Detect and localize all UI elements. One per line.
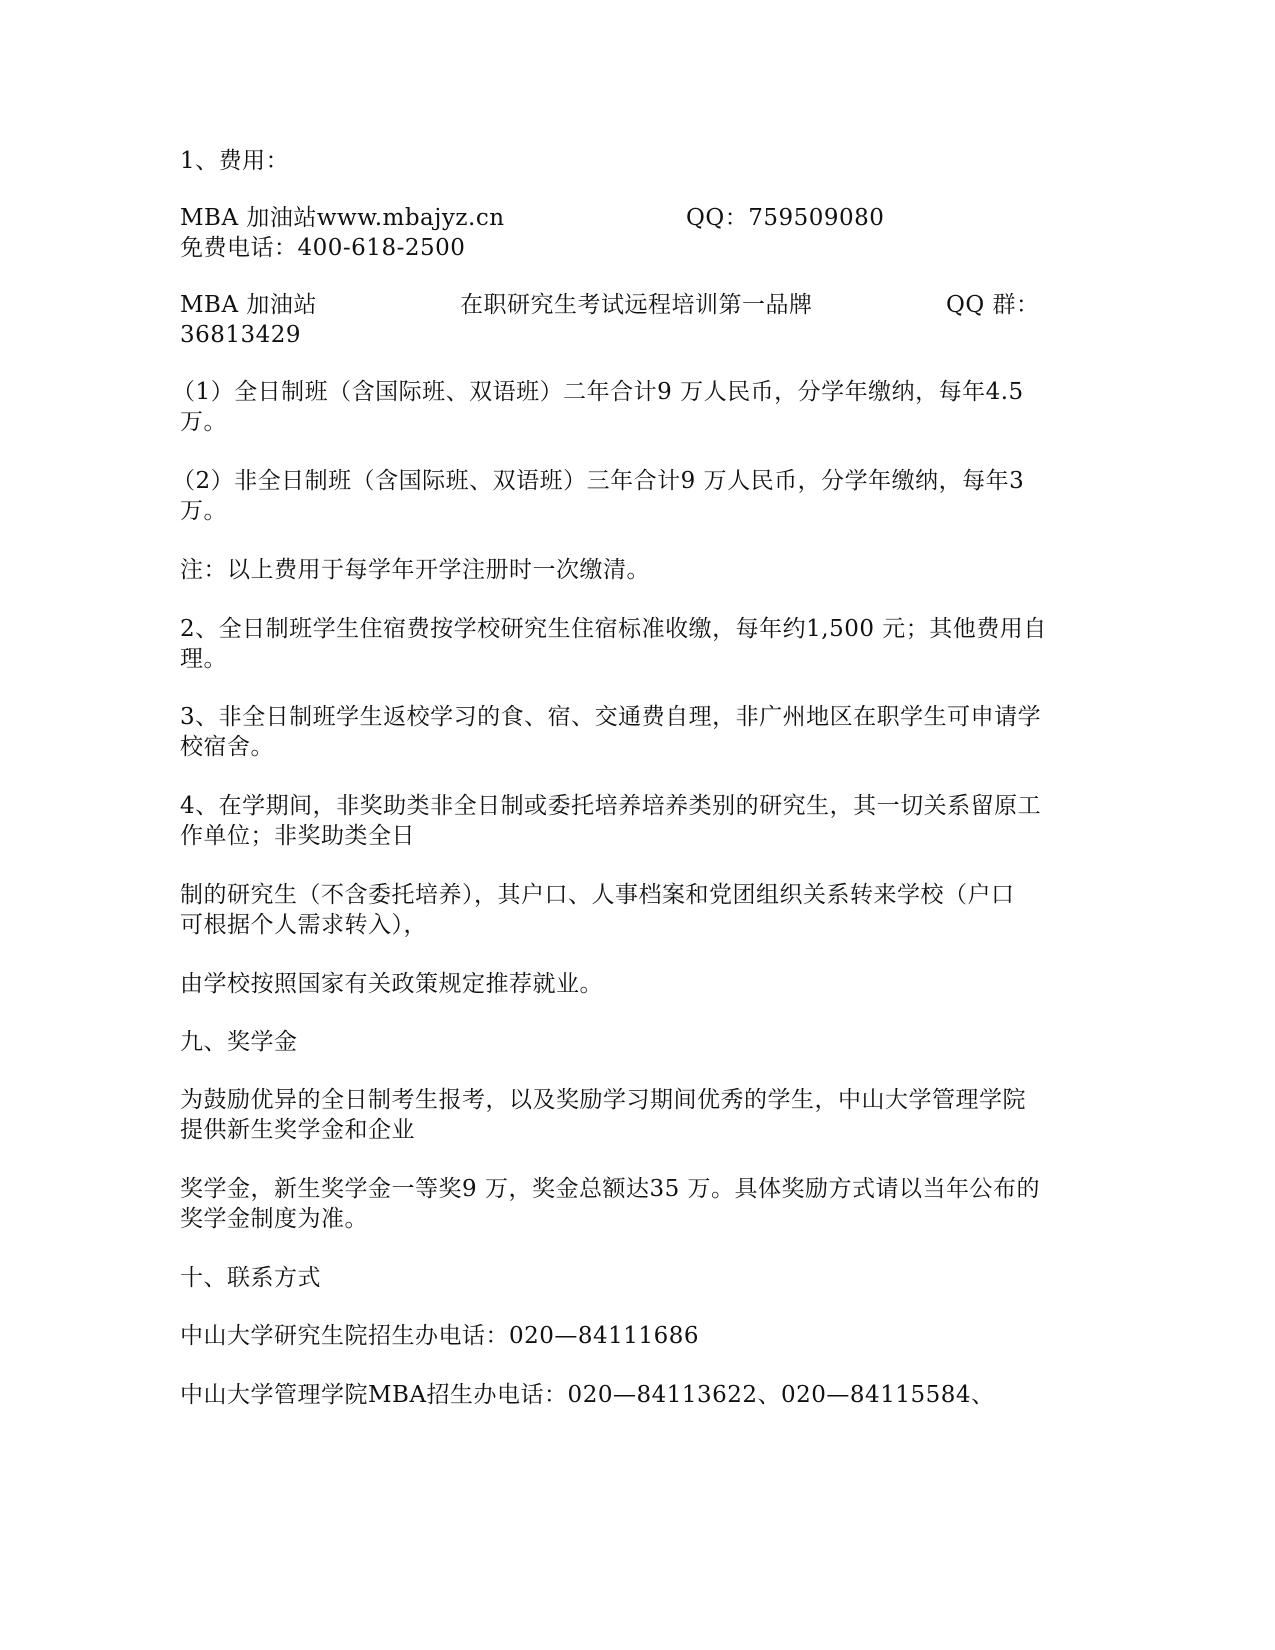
promo-qq-group-number: 36813429 — [180, 322, 302, 348]
relations-line3: 制的研究生（不含委托培养），其户口、人事档案和党团组织关系转来学校（户口 — [180, 882, 1015, 908]
parttime-expenses-line1: 3、非全日制班学生返校学习的食、宿、交通费自理，非广州地区在职学生可申请学 — [180, 704, 1042, 730]
scholarship-line1: 为鼓励优异的全日制考生报考，以及奖励学习期间优秀的学生，中山大学管理学院 — [180, 1087, 1026, 1113]
relations-line2: 作单位；非奖助类全日 — [180, 823, 415, 849]
scholarship-line4: 奖学金制度为准。 — [180, 1206, 368, 1232]
fee-fulltime-line1: （1）全日制班（含国际班、双语班）二年合计9 万人民币，分学年缴纳，每年4.5 — [172, 379, 1024, 405]
fee-parttime-line1: （2）非全日制班（含国际班、双语班）三年合计9 万人民币，分学年缴纳，每年3 — [172, 468, 1025, 494]
parttime-expenses-line2: 校宿舍。 — [180, 734, 274, 760]
promo-brand-text: MBA 加油站 — [180, 292, 317, 318]
fee-parttime-line2: 万。 — [180, 498, 227, 524]
accommodation-line1: 2、全日制班学生住宿费按学校研究生住宿标准收缴，每年约1,500 元；其他费用自 — [180, 616, 1047, 642]
section-heading-fees: 1、费用： — [180, 148, 290, 174]
contact-graduate-office: 中山大学研究生院招生办电话：020—84111686 — [180, 1323, 699, 1349]
promo-qq-text: QQ：759509080 — [686, 205, 885, 231]
promo-slogan-text: 在职研究生考试远程培训第一品牌 — [460, 292, 813, 318]
section-heading-scholarship: 九、奖学金 — [180, 1029, 298, 1055]
promo-qq-group-label: QQ 群： — [946, 292, 1040, 318]
contact-mba-office: 中山大学管理学院MBA招生办电话：020—84113622、020—84115584、 — [180, 1382, 995, 1408]
scholarship-line2: 提供新生奖学金和企业 — [180, 1117, 415, 1143]
promo-site-text: MBA 加油站www.mbajyz.cn — [180, 205, 505, 231]
relations-line1: 4、在学期间，非奖助类非全日制或委托培养培养类别的研究生，其一切关系留原工 — [180, 793, 1042, 819]
section-heading-contact: 十、联系方式 — [180, 1265, 321, 1291]
scholarship-line3: 奖学金，新生奖学金一等奖9 万，奖金总额达35 万。具体奖励方式请以当年公布的 — [180, 1176, 1041, 1202]
relations-line4: 可根据个人需求转入）， — [180, 912, 427, 938]
accommodation-line2: 理。 — [180, 646, 227, 672]
fee-fulltime-line2: 万。 — [180, 409, 227, 435]
employment-line: 由学校按照国家有关政策规定推荐就业。 — [180, 971, 603, 997]
promo-phone-text: 免费电话：400-618-2500 — [180, 235, 466, 261]
fee-note: 注：以上费用于每学年开学注册时一次缴清。 — [180, 557, 650, 583]
